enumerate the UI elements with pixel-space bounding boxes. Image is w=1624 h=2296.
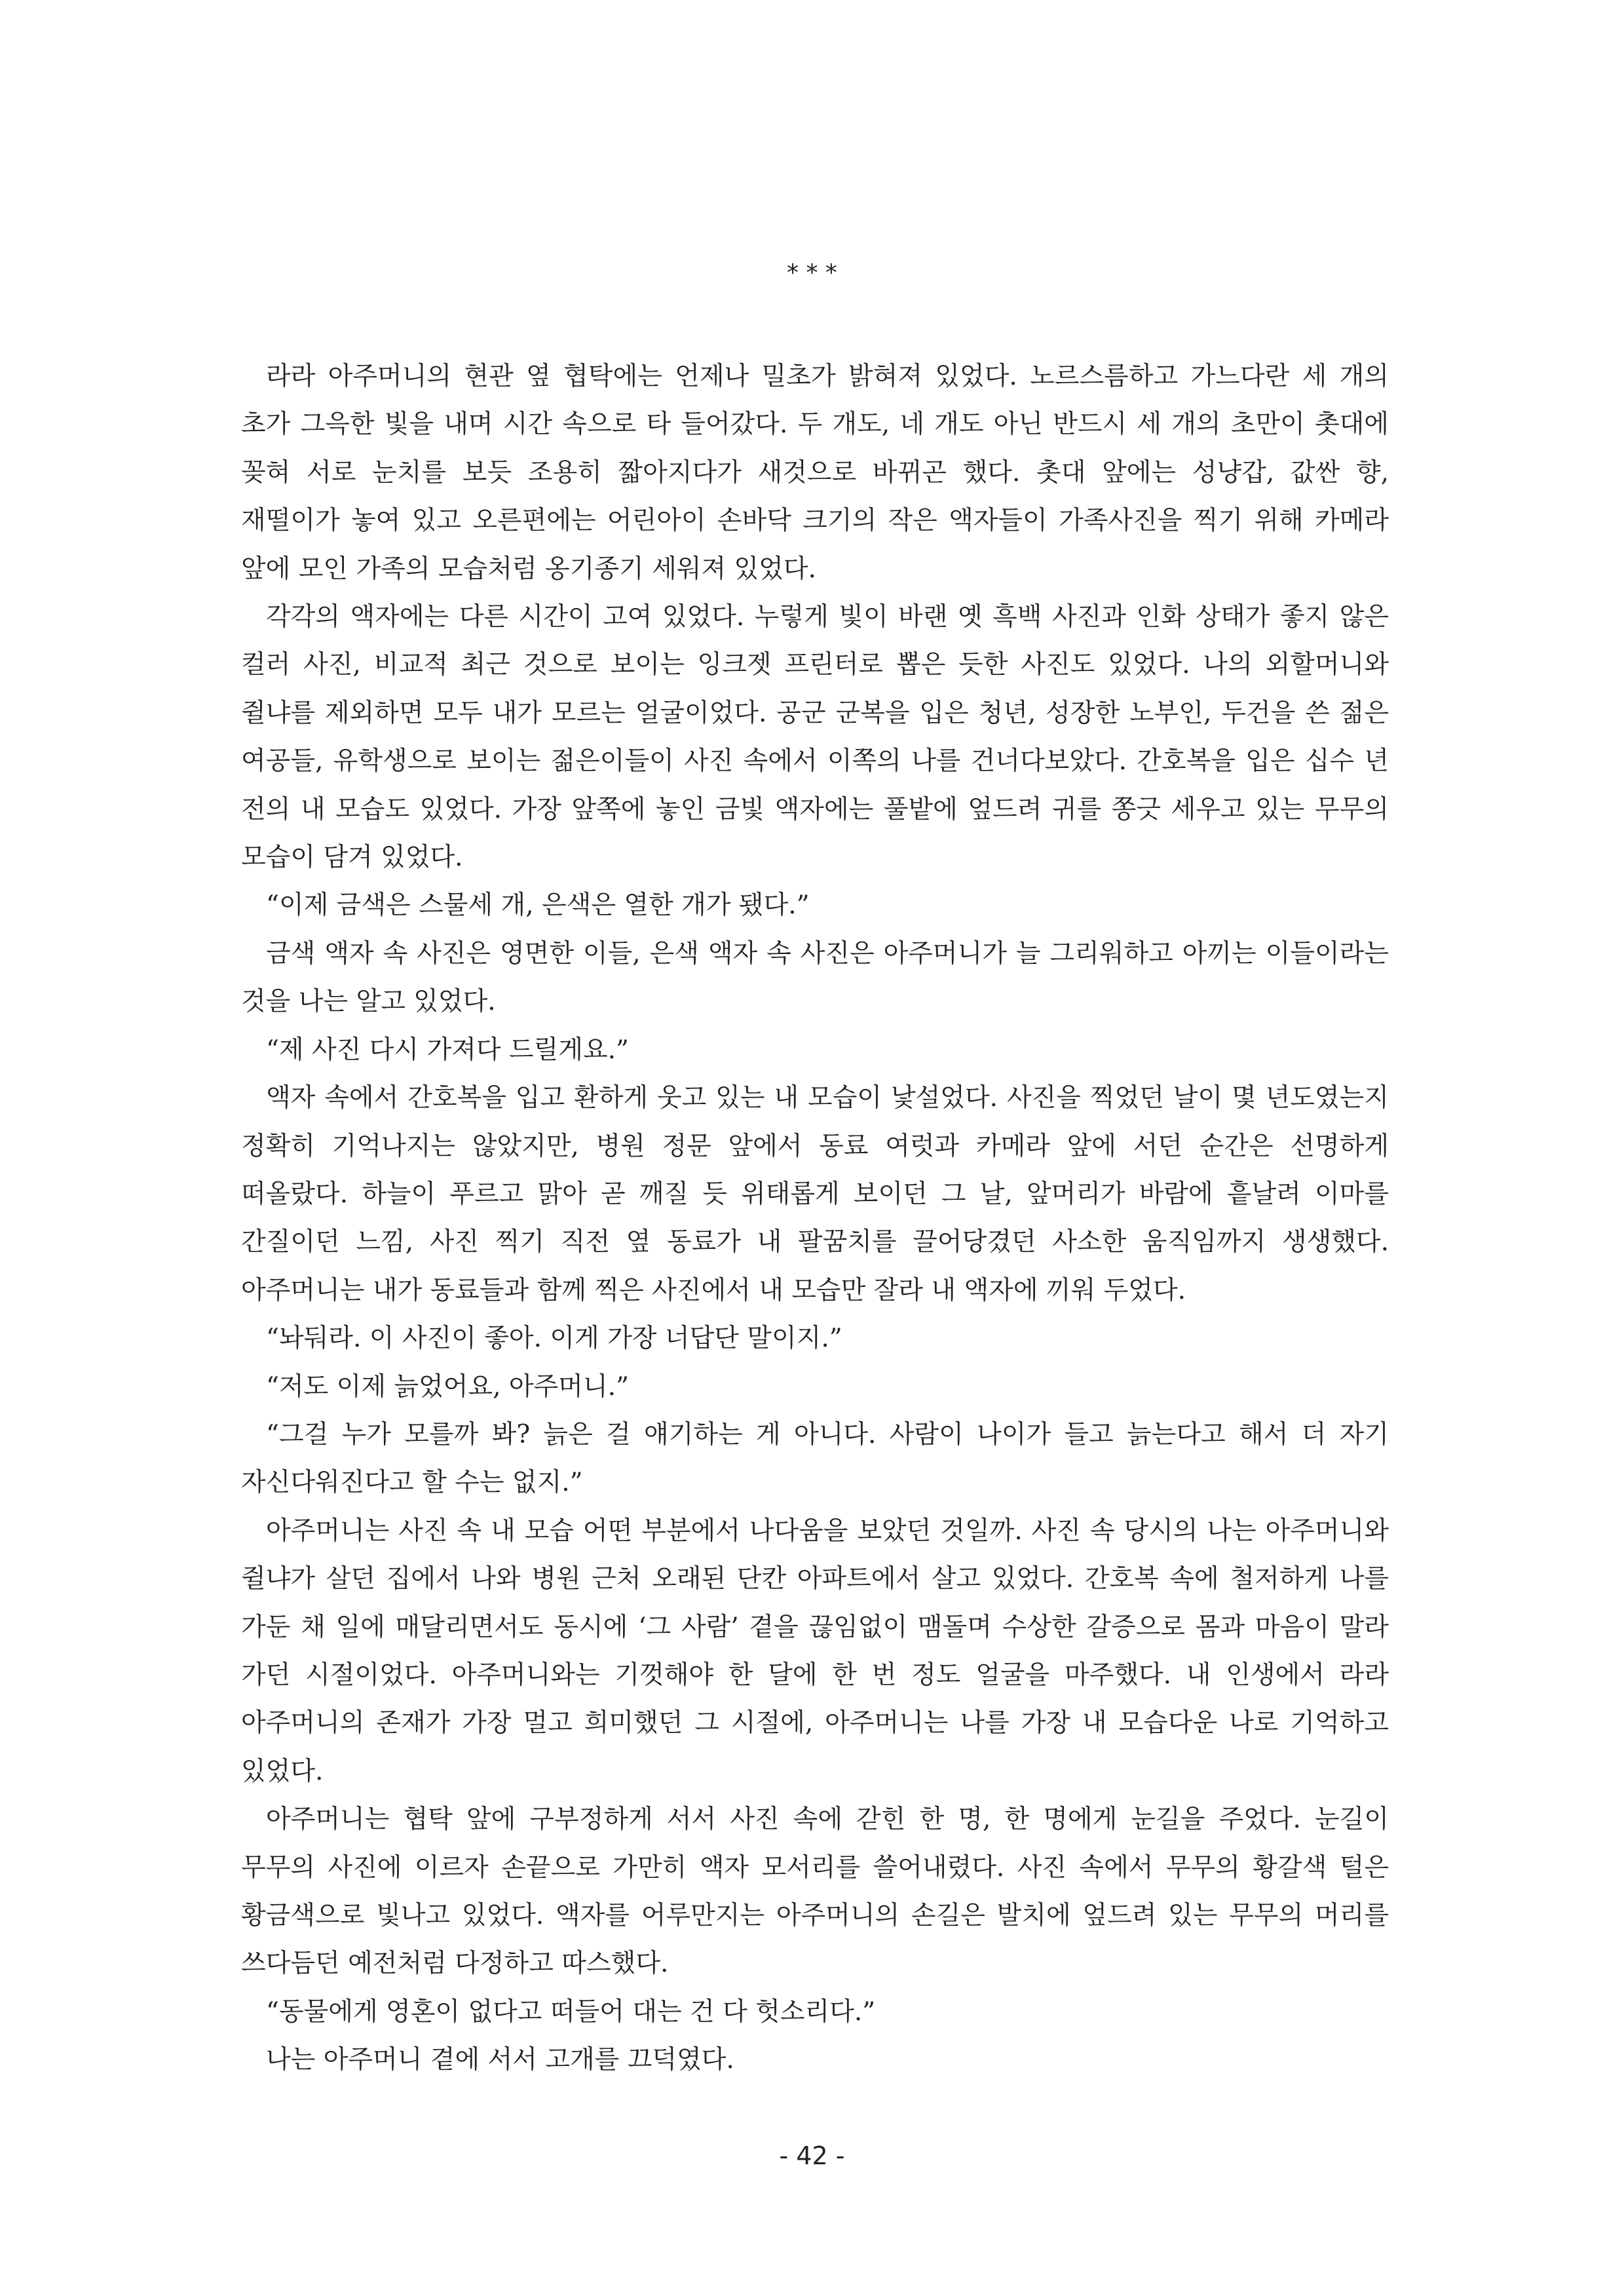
paragraph: 각각의 액자에는 다른 시간이 고여 있었다. 누렇게 빛이 바랜 옛 흑백 사진과 인화 상태가 좋지 않은 컬러 사진, 비교적 최근 것으로 보이는 잉크젯 프린터로 뽑은 듯한 사진도 있었다. 나의 외할머니와 쥘냐를 제외하면 모두 내가 모르는 얼굴이었다. 공군 군복을 입은 청년, 성장한 노부인, 두건을 쓴 젊은 여공들, 유학생으로 보이는 젊은이들이 사진 속에서 이쪽의 나를 건너다보았다. 간호복을 입은 십수 년 전의 내 모습도 있었다. 가장 앞쪽에 놓인 금빛 액자에는 풀밭에 엎드려 귀를 쫑긋 세우고 있는 무무의 모습이 담겨 있었다. [241,602,1389,873]
paragraph: 나는 아주머니 곁에 서서 고개를 끄덕였다. [266,2045,734,2075]
paragraph: 아주머니는 협탁 앞에 구부정하게 서서 사진 속에 갇힌 한 명, 한 명에게 눈길을 주었다. 눈길이 무무의 사진에 이르자 손끝으로 가만히 액자 모서리를 쓸어내렸다. 사진 속에서 무무의 황갈색 털은 황금색으로 빛나고 있었다. 액자를 어루만지는 아주머니의 손길은 발치에 엎드려 있는 무무의 머리를 쓰다듬던 예전처럼 다정하고 따스했다. [241,1805,1389,1979]
paragraph: 라라 아주머니의 현관 옆 협탁에는 언제나 밀초가 밝혀져 있었다. 노르스름하고 가느다란 세 개의 초가 그윽한 빛을 내며 시간 속으로 타 들어갔다. 두 개도, 네 개도 아닌 반드시 세 개의 초만이 촛대에 꽂혀 서로 눈치를 보듯 조용히 짧아지다가 새것으로 바뀌곤 했다. 촛대 앞에는 성냥갑, 값싼 향, 재떨이가 놓여 있고 오른편에는 어린아이 손바닥 크기의 작은 액자들이 가족사진을 찍기 위해 카메라 앞에 모인 가족의 모습처럼 옹기종기 세워져 있었다. [241,362,1389,584]
dialogue-line: “저도 이제 늙었어요, 아주머니.” [266,1371,629,1402]
dialogue-line: “이제 금색은 스물세 개, 은색은 열한 개가 됐다.” [266,890,810,921]
paragraph: 액자 속에서 간호복을 입고 환하게 웃고 있는 내 모습이 낯설었다. 사진을 찍었던 날이 몇 년도였는지 정확히 기억나지는 않았지만, 병원 정문 앞에서 동료 여럿과 카메라 앞에 서던 순간은 선명하게 떠올랐다. 하늘이 푸르고 맑아 곧 깨질 듯 위태롭게 보이던 그 날, 앞머리가 바람에 흩날려 이마를 간질이던 느낌, 사진 찍기 직전 옆 동료가 내 팔꿈치를 끌어당겼던 사소한 움직임까지 생생했다. 아주머니는 내가 동료들과 함께 찍은 사진에서 내 모습만 잘라 내 액자에 끼워 두었다. [241,1083,1389,1305]
dialogue-line: “제 사진 다시 가져다 드릴게요.” [266,1035,629,1065]
body-text [241,353,1389,2084]
paragraph: 아주머니는 사진 속 내 모습 어떤 부분에서 나다움을 보았던 것일까. 사진 속 당시의 나는 아주머니와 쥘냐가 살던 집에서 나와 병원 근처 오래된 단칸 아파트에서 살고 있었다. 간호복 속에 철저하게 나를 가둔 채 일에 매달리면서도 동시에 ‘그 사람’ 곁을 끊임없이 맴돌며 수상한 갈증으로 몸과 마음이 말라 가던 시절이었다. 아주머니와는 기껏해야 한 달에 한 번 정도 얼굴을 마주했다. 내 인생에서 라라 아주머니의 존재가 가장 멀고 희미했던 그 시절에, 아주머니는 나를 가장 내 모습다운 나로 기억하고 있었다. [241,1516,1389,1786]
dialogue-line: “동물에게 영혼이 없다고 떠들어 대는 건 다 헛소리다.” [266,1997,876,2027]
page-number: - 42 - [779,2141,845,2170]
dialogue-line: “그걸 누가 모를까 봐? 늙은 걸 얘기하는 게 아니다. 사람이 나이가 들고 늙는다고 해서 더 자기 자신다워진다고 할 수는 없지.” [241,1419,1389,1498]
paragraph: 금색 액자 속 사진은 영면한 이들, 은색 액자 속 사진은 아주머니가 늘 그리워하고 아끼는 이들이라는 것을 나는 알고 있었다. [241,938,1389,1017]
dialogue-line: “놔둬라. 이 사진이 좋아. 이게 가장 너답단 말이지.” [266,1324,842,1354]
section-separator: * * * [787,259,837,286]
